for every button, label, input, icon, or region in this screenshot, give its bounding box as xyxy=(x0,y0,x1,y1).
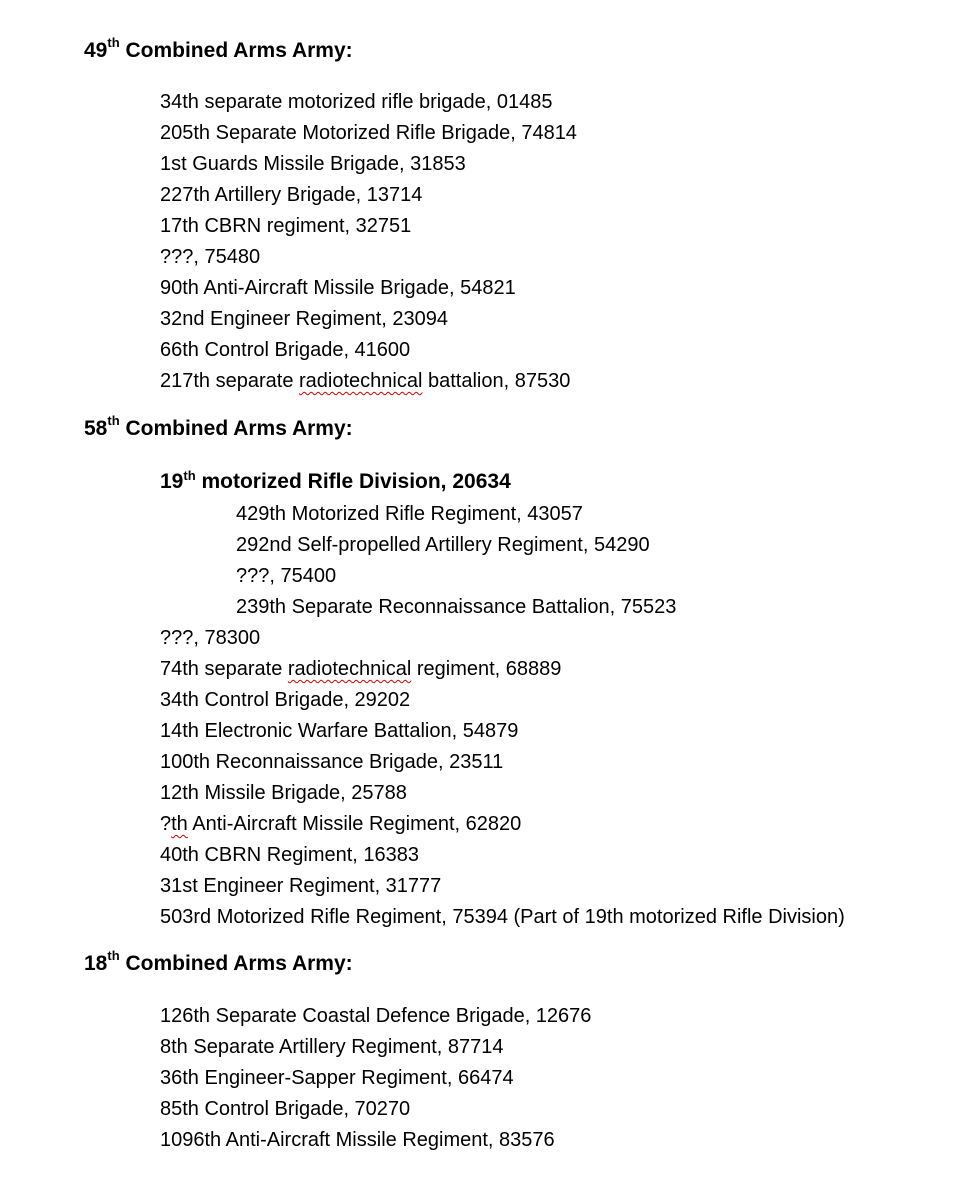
list-item: ???, 78300 xyxy=(160,627,261,649)
list-item: 100th Reconnaissance Brigade, 23511 xyxy=(160,751,504,773)
list-item: 12th Missile Brigade, 25788 xyxy=(160,782,407,804)
text-segment: 74th separate xyxy=(160,658,288,680)
heading-ordinal-suffix: th xyxy=(107,413,120,428)
list-item: 85th Control Brigade, 70270 xyxy=(160,1098,411,1120)
list-item: 36th Engineer-Sapper Regiment, 66474 xyxy=(160,1067,514,1089)
list-item: 40th CBRN Regiment, 16383 xyxy=(160,844,420,866)
list-item: 8th Separate Artillery Regiment, 87714 xyxy=(160,1036,504,1058)
list-item: 32nd Engineer Regiment, 23094 xyxy=(160,308,448,330)
list-item: 1096th Anti-Aircraft Missile Regiment, 83576 xyxy=(160,1129,555,1151)
unit-list-58th-army xyxy=(160,465,845,933)
division-ordinal-suffix: th xyxy=(183,468,196,483)
list-item: 1st Guards Missile Brigade, 31853 xyxy=(160,153,466,175)
division-number: 19 xyxy=(160,470,184,493)
heading-ordinal-suffix: th xyxy=(107,35,120,50)
spellcheck-flagged-word[interactable]: th xyxy=(171,813,188,835)
heading-title: Combined Arms Army: xyxy=(125,39,353,62)
heading-ordinal-suffix: th xyxy=(107,948,120,963)
list-item: 90th Anti-Aircraft Missile Brigade, 54821 xyxy=(160,277,516,299)
list-item: 34th Control Brigade, 29202 xyxy=(160,689,411,711)
unit-list-18th-army xyxy=(160,1001,591,1156)
list-item: 126th Separate Coastal Defence Brigade, 12676 xyxy=(160,1005,592,1027)
text-segment: battalion, 87530 xyxy=(422,370,571,392)
heading-number: 18 xyxy=(84,952,108,975)
division-list-item: 292nd Self-propelled Artillery Regiment, 54290 xyxy=(236,534,650,556)
list-item: 66th Control Brigade, 41600 xyxy=(160,339,411,361)
list-item: 17th CBRN regiment, 32751 xyxy=(160,215,412,237)
division-list-item: 239th Separate Reconnaissance Battalion, 75523 xyxy=(236,596,677,618)
list-item: 31st Engineer Regiment, 31777 xyxy=(160,875,442,897)
list-item: 503rd Motorized Rifle Regiment, 75394 (Part of 19th motorized Rifle Division) xyxy=(160,906,845,928)
spellcheck-flagged-word[interactable]: radiotechnical xyxy=(299,370,423,392)
list-item xyxy=(160,366,577,397)
division-title: motorized Rifle Division, 20634 xyxy=(201,470,511,493)
list-item xyxy=(160,809,845,840)
division-list-item: 429th Motorized Rifle Regiment, 43057 xyxy=(236,503,583,525)
section-heading-58th-army xyxy=(84,413,353,442)
section-heading-49th-army xyxy=(84,35,353,64)
heading-title: Combined Arms Army: xyxy=(125,952,353,975)
list-item xyxy=(160,654,845,685)
division-list-item: ???, 75400 xyxy=(236,565,337,587)
list-item: ???, 75480 xyxy=(160,246,261,268)
text-segment: Anti-Aircraft Missile Regiment, 62820 xyxy=(187,813,522,835)
section-heading-18th-army xyxy=(84,948,353,977)
heading-title: Combined Arms Army: xyxy=(125,417,353,440)
heading-number: 49 xyxy=(84,39,108,62)
heading-number: 58 xyxy=(84,417,108,440)
spellcheck-flagged-word[interactable]: radiotechnical xyxy=(287,658,412,680)
unit-list-49th-army xyxy=(160,87,577,397)
list-item: 227th Artillery Brigade, 13714 xyxy=(160,184,423,206)
text-segment: ? xyxy=(160,813,172,835)
text-segment: regiment, 68889 xyxy=(411,658,562,680)
list-item: 205th Separate Motorized Rifle Brigade, 74814 xyxy=(160,122,577,144)
division-heading xyxy=(160,465,845,499)
list-item: 14th Electronic Warfare Battalion, 54879 xyxy=(160,720,519,742)
list-item: 34th separate motorized rifle brigade, 01485 xyxy=(160,91,553,113)
text-segment: 217th separate xyxy=(160,370,299,392)
